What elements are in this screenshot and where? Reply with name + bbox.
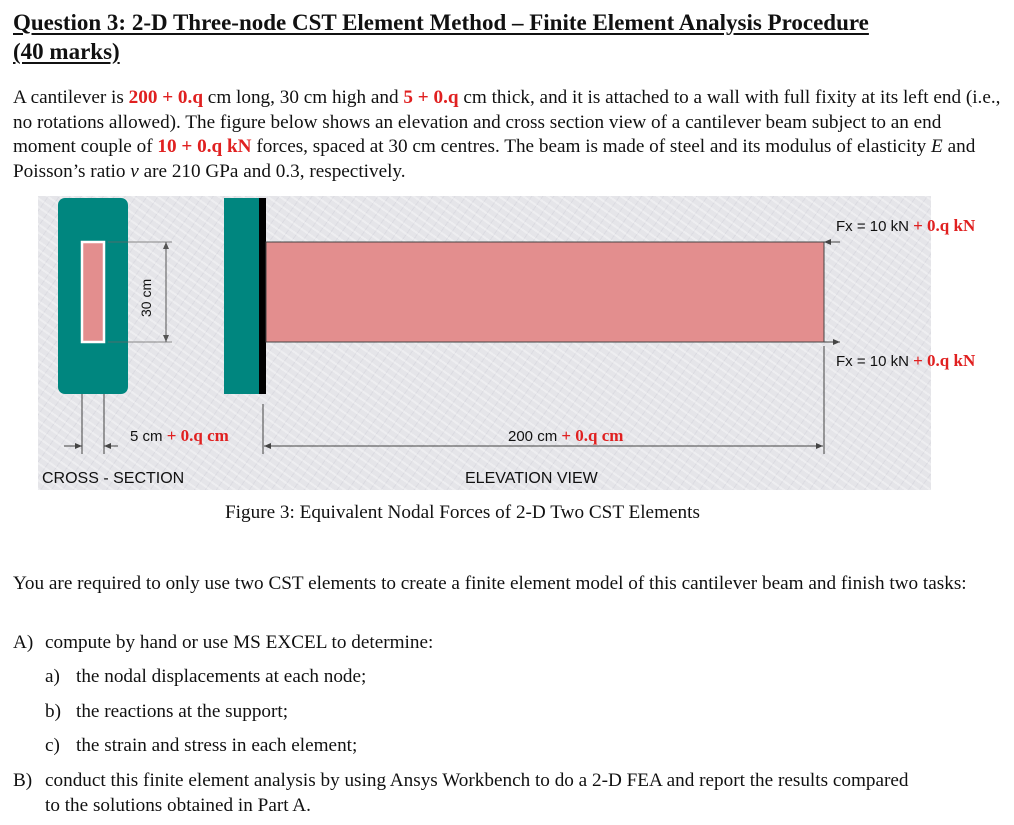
thickness-arrow-left (75, 443, 82, 449)
length-label-extra: + 0.q cm (561, 426, 624, 445)
intro-text-2: cm long, 30 cm high and (203, 87, 404, 108)
fixed-support-line (259, 198, 266, 394)
intro-symbol-e: E (931, 136, 943, 157)
height-label: 30 cm (138, 278, 154, 317)
elevation-view-label: ELEVATION VIEW (465, 470, 598, 487)
elevation-beam (266, 242, 824, 342)
task-a-sub-a-text: the nodal displacements at each node; (76, 666, 367, 687)
intro-text-3: cm thick, and it is attached to a wall with full fixity at its left end (i.e., no rotations allowed). The figure below shows an elevation and cross section view of a cantilever beam subject to an end moment couple of (13, 87, 1001, 157)
question-title-line2: (40 marks) (13, 39, 120, 64)
task-intro: You are required to only use two CST elements to create a finite element model of this cantilever beam and finish two tasks: (13, 573, 967, 594)
task-a-sub-a-label: a) (45, 666, 60, 687)
task-a-text: compute by hand or use MS EXCEL to determine: (45, 632, 434, 653)
force-bottom-arrow (833, 339, 840, 345)
force-top-extra: + 0.q kN (913, 216, 976, 235)
force-top-label (836, 216, 975, 236)
height-arrow-top (163, 242, 169, 249)
question-title-line1: Question 3: 2-D Three-node CST Element Method – Finite Element Analysis Procedure (13, 10, 869, 35)
task-a-sub-b-text: the reactions at the support; (76, 701, 289, 722)
intro-length-value: 200 + 0.q (128, 87, 203, 108)
question-title (13, 8, 1003, 66)
thickness-label-base: 5 cm (130, 428, 163, 445)
thickness-arrow-right (104, 443, 111, 449)
intro-force-value: 10 + 0.q kN (157, 136, 252, 157)
task-a-sub-b-label: b) (45, 701, 61, 722)
length-arrow-right (816, 443, 823, 449)
task-a-sub-b (45, 700, 288, 725)
length-arrow-left (264, 443, 271, 449)
intro-text-1: A cantilever is (13, 87, 129, 108)
task-a (13, 631, 433, 656)
task-b-text: conduct this finite element analysis by using Ansys Workbench to do a 2-D FEA and report the results compared to the solutions obtained in Part A. (45, 770, 909, 816)
task-b (13, 769, 913, 818)
force-bottom-label (836, 351, 975, 371)
task-a-label: A) (13, 632, 34, 653)
task-a-sub-a (45, 665, 366, 690)
intro-text-4: forces, spaced at 30 cm centres. The beam is made of steel and its modulus of elasticity (251, 136, 932, 157)
intro-text-6: are 210 GPa and 0.3, respectively. (138, 160, 406, 182)
intro-thickness-value: 5 + 0.q (403, 87, 459, 108)
task-a-sub-c-label: c) (45, 735, 60, 756)
cross-section-beam (82, 242, 104, 342)
task-b-label: B) (13, 770, 33, 791)
force-bottom-extra: + 0.q kN (913, 351, 976, 370)
force-top-base: Fx = 10 kN (836, 218, 909, 235)
length-label-base: 200 cm (508, 428, 558, 445)
task-a-sub-c (45, 734, 357, 759)
elevation-wall (224, 198, 262, 394)
intro-symbol-nu: ν (130, 160, 139, 182)
height-arrow-bottom (163, 335, 169, 342)
intro-text-5: and Poisson’s ratio (13, 136, 976, 182)
force-bottom-base: Fx = 10 kN (836, 353, 909, 370)
force-top-arrow (824, 239, 831, 245)
figure-caption: Figure 3: Equivalent Nodal Forces of 2-D Two CST Elements (225, 502, 700, 523)
intro-paragraph (13, 86, 1003, 184)
task-a-sub-c-text: the strain and stress in each element; (76, 735, 358, 756)
thickness-label (130, 426, 229, 446)
cross-section-label: CROSS - SECTION (42, 470, 185, 487)
length-label (508, 426, 623, 446)
beam-figure (38, 196, 976, 490)
thickness-label-extra: + 0.q cm (166, 426, 229, 445)
